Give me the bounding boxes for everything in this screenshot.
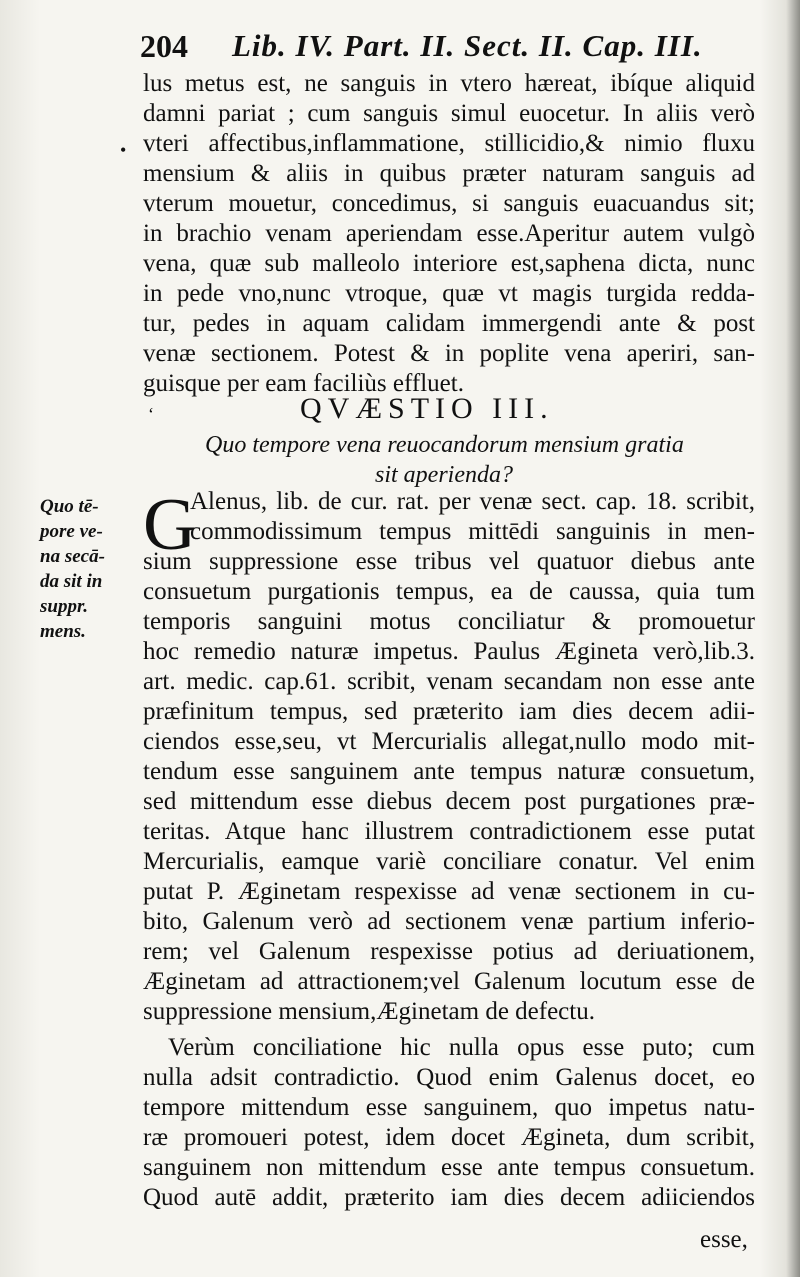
text-line: guisque per eam faciliùs effluet. [143,370,464,397]
text-line: Verùm conciliatione hic nulla opus esse puto; cum [168,1034,755,1061]
text-line: nulla adsit contradictio. Quod enim Galenus docet, eo [143,1064,755,1091]
text-line: suppressione mensium,Æginetam de defectu. [143,998,595,1025]
text-line: sed mittendum esse diebus decem post purgationes præ- [143,788,755,815]
text-line: in brachio venam aperiendam esse.Aperitur autem vulgò [143,220,755,247]
running-head: Lib. IV. Part. II. Sect. II. Cap. III. [232,28,703,63]
text-line: Quod autē addit, præterito iam dies decem adiiciendos [143,1184,755,1211]
text-line: bito, Galenum verò ad sectionem venæ partium inferio- [143,908,755,935]
text-line: vterum mouetur, concedimus, si sanguis euacuandus sit; [143,190,755,217]
page-number: 204 [140,28,188,64]
text-line: art. medic. cap.61. scribit, venam secandam non esse ante [143,668,755,695]
text-line: Æginetam ad attractionem;vel Galenum locutum esse de [143,968,755,995]
marginal-note-line: pore ve- [40,521,103,542]
page-header [140,28,760,68]
text-line: damni pariat ; cum sanguis simul euocetur. In aliis verò [143,100,755,127]
marginal-note-line: Quo tē- [40,496,99,517]
text-line: sanguinem non mittendum esse ante tempus consuetum. [143,1154,755,1181]
margin-mark: ‘ [148,404,154,424]
text-line: venæ sectionem. Potest & in poplite vena aperiri, san- [143,340,755,367]
text-line: ræ promoueri potest, idem docet Ægineta, dum scribit, [143,1124,755,1151]
text-line: præfinitum tempus, sed præterito iam dies decem adii- [143,698,755,725]
text-line: rem; vel Galenum respexisse potius ad deriuationem, [143,938,755,965]
marginal-note-line: na secā- [40,546,105,567]
catchword: esse, [700,1226,748,1253]
marginal-note-line: mens. [40,621,86,642]
question-subtitle: Quo tempore vena reuocandorum mensium gratia [205,432,684,458]
text-line: mensium & aliis in quibus præter naturam sanguis ad [143,160,755,187]
text-line: ciendos esse,seu, vt Mercurialis allegat,nullo modo mit- [143,728,755,755]
margin-dot: • [120,140,127,160]
text-line: Mercurialis, eamque variè conciliare conatur. Vel enim [143,848,755,875]
text-line: tur, pedes in aquam calidam immergendi ante & post [143,310,755,337]
text-line: in pede vno,nunc vtroque, quæ vt magis turgida redda- [143,280,755,307]
text-line: lus metus est, ne sanguis in vtero hæreat, ibíque aliquid [143,70,755,97]
drop-capital: G [143,484,197,566]
page-edge-shadow [786,0,800,1277]
text-line: vena, quæ sub malleolo interiore est,saphena dicta, nunc [143,250,755,277]
question-title: QVÆSTIO III. [300,392,554,425]
text-line: temporis sanguini motus conciliatur & promouetur [143,608,755,635]
marginal-note-line: suppr. [40,596,89,617]
marginal-note-line: da sit in [40,571,103,592]
marginal-note [40,494,140,644]
text-line: sium suppressione esse tribus vel quatuor diebus ante [143,548,755,575]
text-line: commodissimum tempus mittēdi sanguinis in men- [190,518,755,545]
text-line: teritas. Atque hanc illustrem contradictionem esse putat [143,818,755,845]
text-line: tempore mittendum esse sanguinem, quo impetus natu- [143,1094,755,1121]
text-line: vteri affectibus,inflammatione, stillicidio,& nimio fluxu [143,130,755,157]
text-line: hoc remedio naturæ impetus. Paulus Ægineta verò,lib.3. [143,638,755,665]
text-line: tendum esse sanguinem ante tempus naturæ consuetum, [143,758,755,785]
question-subtitle: sit aperienda? [375,462,513,488]
text-line: putat P. Æginetam respexisse ad venæ sectionem in cu- [143,878,755,905]
text-line: consuetum purgationis tempus, ea de caussa, quia tum [143,578,755,605]
text-line: Alenus, lib. de cur. rat. per venæ sect. cap. 18. scribit, [190,488,755,515]
